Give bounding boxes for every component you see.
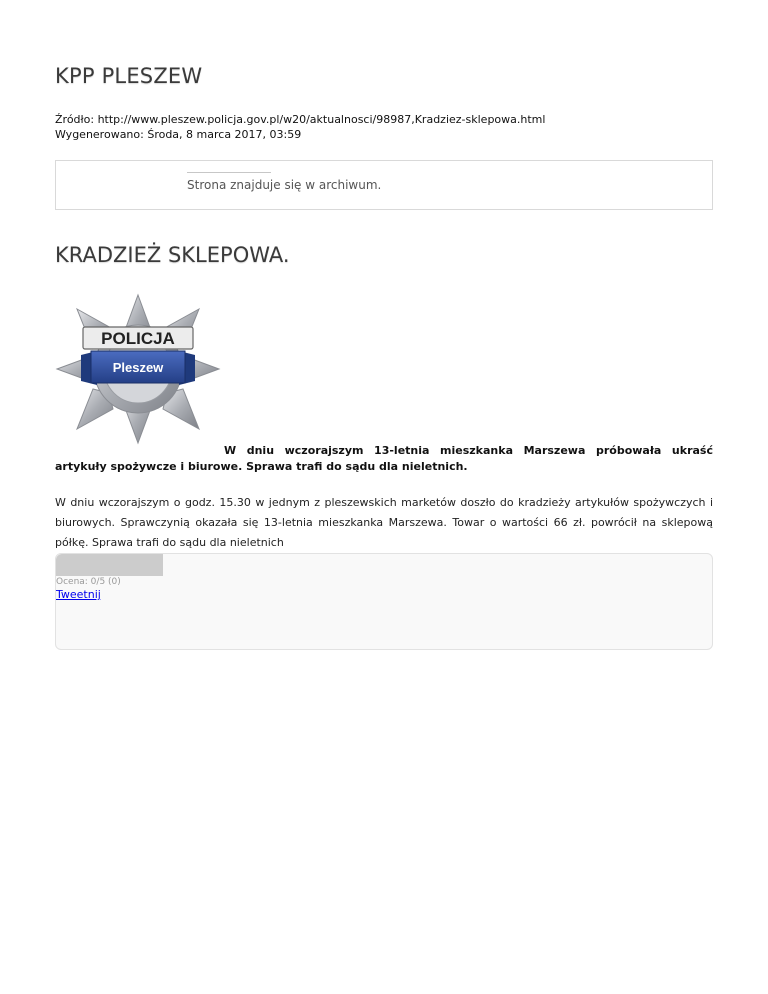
article-lead: W dniu wczorajszym 13-letnia mieszkanka Marszewa próbowała ukraść artykuły spożywcze i biurowe. Sprawa trafi do sądu dla nieletnich.: [55, 444, 713, 473]
rating-panel: [55, 553, 713, 650]
archive-notice: [55, 160, 713, 210]
tweet-link[interactable]: Tweetnij: [56, 588, 101, 601]
archive-divider: [187, 172, 271, 173]
rating-stars-widget[interactable]: [56, 554, 163, 576]
badge-top-text: POLICJA: [101, 329, 175, 348]
archive-notice-text: Strona znajduje się w archiwum.: [187, 178, 382, 192]
site-title: KPP PLESZEW: [55, 64, 203, 88]
badge-bottom-text: Pleszew: [112, 360, 164, 375]
document-meta: [55, 112, 545, 142]
article-title: KRADZIEŻ SKLEPOWA.: [55, 243, 290, 267]
generated-line: Wygenerowano: Środa, 8 marca 2017, 03:59: [55, 128, 302, 141]
article-body: W dniu wczorajszym o godz. 15.30 w jednym z pleszewskich marketów doszło do kradzieży artykułów spożywczych i biurowych. Sprawczynią okazała się 13-letnia mieszkanka Marszewa. Towar o wartości 66 zł. powrócił na sklepową półkę. Sprawa trafi do sądu dla nieletnich: [55, 496, 713, 549]
rating-text: Ocena: 0/5 (0): [56, 577, 121, 587]
source-line: Źródło: http://www.pleszew.policja.gov.pl/w20/aktualnosci/98987,Kradziez-sklepowa.html: [55, 113, 546, 126]
police-badge-image: [55, 293, 221, 445]
